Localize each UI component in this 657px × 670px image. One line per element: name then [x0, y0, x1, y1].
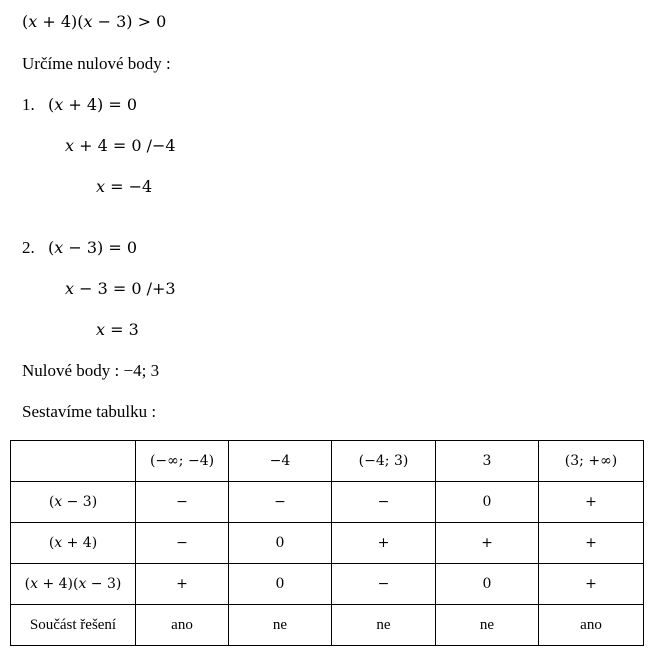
table-cell: 0 — [436, 564, 539, 605]
table-cell: + — [539, 523, 644, 564]
header-cell-point-1: −4 — [229, 441, 332, 482]
table-cell: − — [136, 523, 229, 564]
zero-points-result: Nulové body : −4; 3 — [22, 361, 160, 380]
table-row — [11, 523, 644, 564]
row-label: Součást řešení — [11, 605, 136, 646]
table-heading: Sestavíme tabulku : — [22, 402, 157, 421]
table-header-row — [11, 441, 644, 482]
step2-line3: 𝑥 = 3 — [96, 320, 139, 339]
table-cell: ano — [539, 605, 644, 646]
header-cell-point-2: 3 — [436, 441, 539, 482]
inequality: (𝑥 + 4)(𝑥 − 3) > 0 — [22, 12, 167, 31]
table-cell: ne — [229, 605, 332, 646]
table-cell: 0 — [229, 564, 332, 605]
table-cell: + — [332, 523, 436, 564]
row-label: (𝑥 + 4) — [11, 523, 136, 564]
header-cell-interval-1: (−∞; −4) — [136, 441, 229, 482]
table-cell: ne — [332, 605, 436, 646]
step1-equation: (𝑥 + 4) = 0 — [48, 95, 138, 114]
step2-line2: 𝑥 − 3 = 0 /+3 — [65, 279, 176, 298]
row-label: (𝑥 + 4)(𝑥 − 3) — [11, 564, 136, 605]
table-cell: + — [539, 482, 644, 523]
step2-equation: (𝑥 − 3) = 0 — [48, 238, 138, 257]
table-cell: + — [539, 564, 644, 605]
row-label: (𝑥 − 3) — [11, 482, 136, 523]
step1-line3: 𝑥 = −4 — [96, 177, 153, 196]
table-cell: + — [436, 523, 539, 564]
header-cell-corner — [11, 441, 136, 482]
table-cell: ne — [436, 605, 539, 646]
table-cell: 0 — [436, 482, 539, 523]
table-cell: − — [332, 564, 436, 605]
header-cell-interval-2: (−4; 3) — [332, 441, 436, 482]
header-cell-interval-3: (3; +∞) — [539, 441, 644, 482]
zero-points-heading: Určíme nulové body : — [22, 54, 171, 73]
table-cell: + — [136, 564, 229, 605]
table-cell: − — [136, 482, 229, 523]
step2-number: 2. — [22, 238, 35, 257]
step1-line2: 𝑥 + 4 = 0 /−4 — [65, 136, 176, 155]
table-cell: ano — [136, 605, 229, 646]
table-row-solution — [11, 605, 644, 646]
step1-number: 1. — [22, 95, 35, 114]
table-cell: − — [332, 482, 436, 523]
table-row — [11, 482, 644, 523]
table-row — [11, 564, 644, 605]
table-cell: 0 — [229, 523, 332, 564]
sign-table — [10, 440, 644, 646]
table-cell: − — [229, 482, 332, 523]
